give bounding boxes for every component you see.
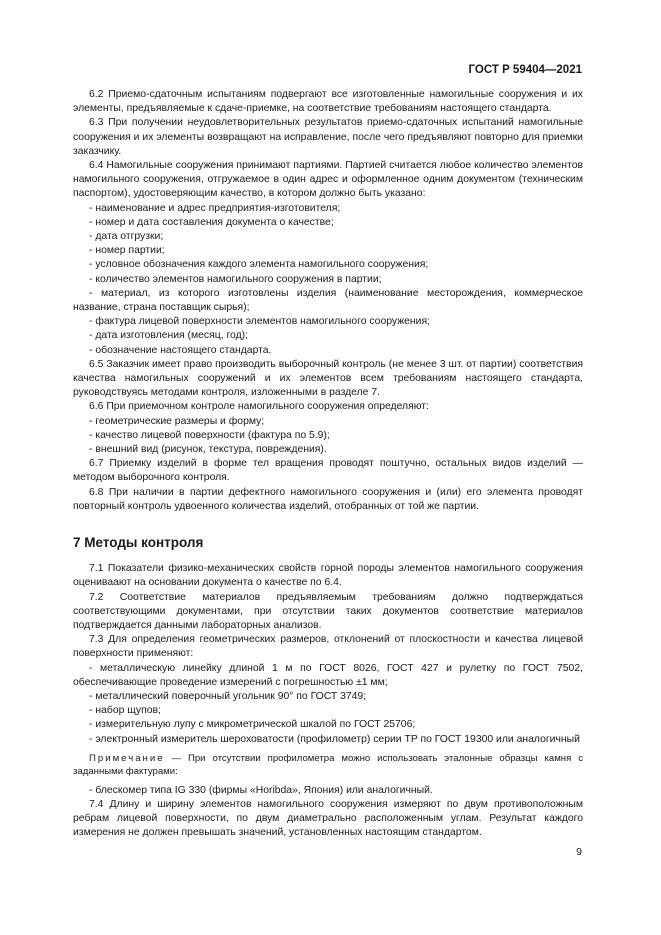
paragraph-6-3: 6.3 При получении неудовлетворительных результатов приемо-сдаточных испытаний намогильные сооружения и их элементы возвращают на исправление, после чего предъявляют повторно для приемки заказчику.: [73, 117, 583, 157]
list-item: - внешний вид (рисунок, текстура, повреждения).: [89, 444, 327, 456]
paragraph-6-8: 6.8 При наличии в партии дефектного намогильного сооружения и (или) его элемента проводят повторный контроль удвоенного количества изделий, отобранных от той же партии.: [73, 486, 583, 512]
paragraph-7-3: 7.3 Для определения геометрических размеров, отклонений от плоскостности и качества лицевой поверхности применяют:: [73, 634, 583, 660]
paragraph-6-4: 6.4 Намогильные сооружения принимают партиями. Партией считается любое количество элементов намогильного сооружения, отгружаемое в один адрес и оформленное одним документом (техническим паспортом), удостоверяющим качество, в котором должно быть указано:: [73, 160, 583, 200]
list-item: - электронный измеритель шероховатости (профилометр) серии TP по ГОСТ 19300 или аналогичный: [89, 733, 580, 745]
document-header: ГОСТ Р 59404—2021: [468, 64, 582, 76]
list-item: - геометрические размеры и форму;: [89, 415, 265, 427]
list-item: - условное обозначения каждого элемента намогильного сооружения;: [89, 259, 429, 271]
paragraph-6-6: 6.6 При приемочном контроле намогильного сооружения определяют:: [89, 401, 429, 413]
list-item: - качество лицевой поверхности (фактура по 5.9);: [89, 429, 330, 441]
list-item: - количество элементов намогильного сооружения в партии;: [89, 273, 382, 285]
list-item: - номер и дата составления документа о качестве;: [89, 216, 334, 228]
paragraph-6-5: 6.5 Заказчик имеет право производить выборочный контроль (не менее 3 шт. от партии) соответствия качества намогильных сооружений и их элементов всем требованиям настоящего стандарта, руководствуясь методами контроля, изложенными в разделе 7.: [73, 358, 583, 399]
note-label: Примечание: [89, 752, 165, 764]
list-item: - металлическую линейку длиной 1 м по ГОСТ 8026, ГОСТ 427 и рулетку по ГОСТ 7502, обеспечивающие проведение измерений с погрешностью ±1 мм;: [73, 662, 583, 688]
paragraph-7-2: 7.2 Соответствие материалов предъявляемым требованиям должно подтверждаться соответствующими документами, при отсутствии таких документов соответствие материалов подтверждается данными лабораторных анализов.: [73, 591, 583, 631]
list-item: - обозначение настоящего стандарта.: [89, 344, 272, 356]
list-item: - дата изготовления (месяц, год);: [89, 330, 248, 342]
list-item: - наименование и адрес предприятия-изготовителя;: [89, 202, 341, 214]
list-item: - металлический поверочный угольник 90° по ГОСТ 3749;: [89, 690, 367, 702]
list-item: - фактура лицевой поверхности элементов намогильного сооружения;: [89, 316, 430, 328]
section-7-title: 7 Методы контроля: [73, 535, 204, 551]
paragraph-7-4: 7.4 Длину и ширину элементов намогильного сооружения измеряют по двум противоположным ребрам лицевой поверхности, по двум диаметрально расположенным углам. Результат каждого измерения не должен превышать значений, установленных настоящим стандартом.: [73, 798, 583, 839]
page-content: [73, 88, 583, 841]
note: [73, 752, 583, 778]
paragraph-6-7: 6.7 Приемку изделий в форме тел вращения проводят поштучно, остальных видов изделий — методом выборочного контроля.: [73, 458, 583, 484]
list-item: - набор щупов;: [89, 705, 161, 717]
paragraph-6-2: 6.2 Приемо-сдаточным испытаниям подвергают все изготовленные намогильные сооружения и их элементы, предъявляемые к сдаче-приемке, на соответствие требованиям настоящего стандарта.: [73, 89, 583, 115]
list-item: - дата отгрузки;: [89, 231, 164, 243]
page-number: 9: [576, 846, 582, 858]
list-item: - измерительную лупу с микрометрической шкалой по ГОСТ 25706;: [89, 719, 416, 731]
note-text: — При отсутствии профилометра можно использовать эталонные образцы камня с заданными фактурами:: [73, 752, 583, 777]
list-item: - материал, из которого изготовлены изделия (наименование месторождения, коммерческое название, страна поставщик сырья);: [73, 287, 583, 314]
list-item: - номер партии;: [89, 245, 165, 257]
paragraph-7-1: 7.1 Показатели физико-механических свойств горной породы элементов намогильного сооружения оцениваают на основании документа о качестве по 6.4.: [73, 563, 583, 589]
list-item: - блескомер типа IG 330 (фирмы «Horibda», Япония) или аналогичный.: [89, 784, 433, 796]
